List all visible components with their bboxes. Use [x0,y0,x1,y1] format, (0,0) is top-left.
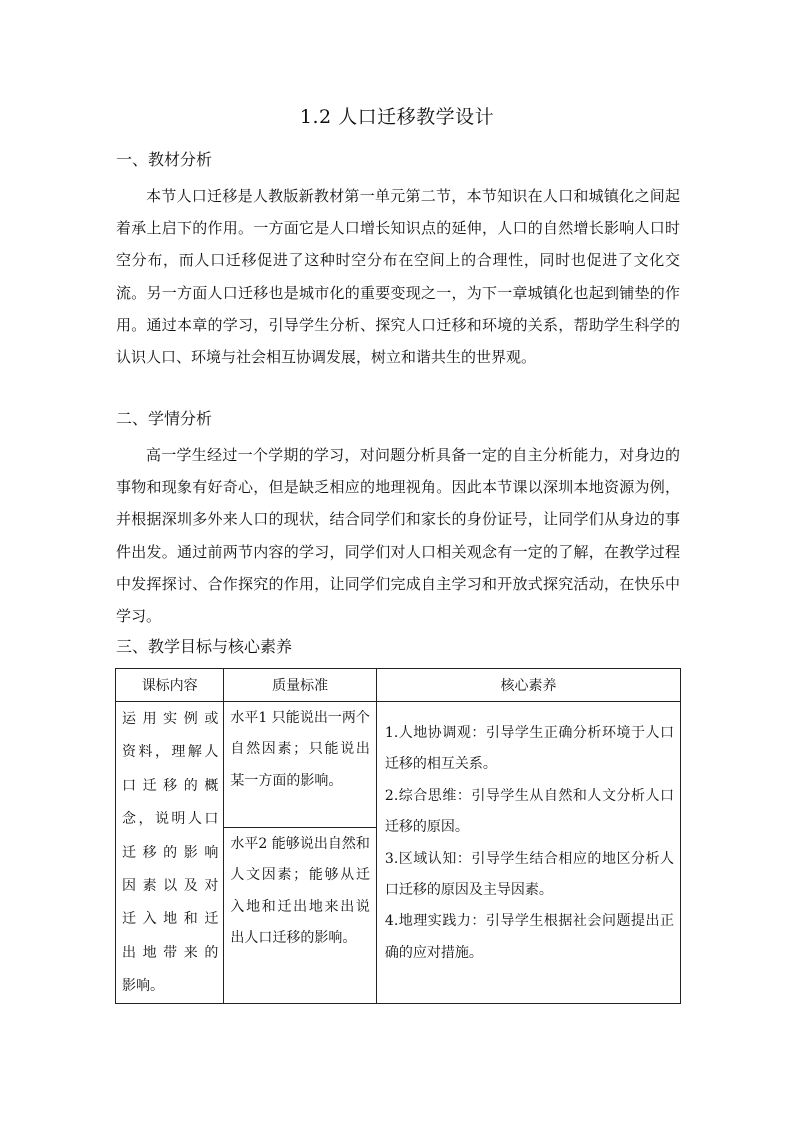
section-heading-student-analysis: 二、学情分析 [116,409,213,428]
table-row [116,702,681,828]
table-header-row [116,669,681,702]
standard-level-1-cell [224,702,377,828]
literacy-item: 2.综合思维：引导学生从自然和人文分析人口迁移的原因。 [384,787,674,836]
table-header-standard: 质量标准 [224,669,377,702]
curriculum-line: 出地带来的 [122,944,219,961]
curriculum-line: 迁入地和迁 [122,911,219,928]
student-analysis-paragraph: 高一学生经过一个学期的学习，对问题分析具备一定的自主分析能力，对身边的事物和现象有好奇心，但是缺乏相应的地理视角。因此本节课以深圳本地资源为例，并根据深圳多外来人口的现状，结合同学们和家长的身份证号，让同学们从身边的事件出发。通过前两节内容的学习，同学们对人口相关观念有一定的了解，在教学过程中发挥探讨、合作探究的作用，让同学们完成自主学习和开放式探究活动，在快乐中学习。 [116,446,680,626]
document-title: 1.2 人口迁移教学设计 [299,106,495,128]
curriculum-cell [116,702,224,1004]
curriculum-line: 运用实例或 [122,711,219,727]
curriculum-line: 影响。 [122,978,164,995]
standard-level-1-text: 水平1 只能说出一两个自然因素；只能说出某一方面的影响。 [230,710,370,789]
literacy-cell [376,702,680,1004]
standard-level-2-cell [224,828,377,1004]
textbook-analysis-paragraph: 本节人口迁移是人教版新教材第一单元第二节，本节知识在人口和城镇化之间起着承上启下的作用。一方面它是人口增长知识点的延伸，人口的自然增长影响人口时空分布，而人口迁移促进了这种时空分布在空间上的合理性，同时也促进了文化交流。另一方面人口迁移也是城市化的重要变现之一，为下一章城镇化也起到铺垫的作用。通过本章的学习，引导学生分析、探究人口迁移和环境的关系，帮助学生科学的认识人口、环境与社会相互协调发展，树立和谐共生的世界观。 [116,187,680,367]
curriculum-line: 口迁移的概 [122,777,219,794]
table-header-curriculum: 课标内容 [116,669,224,702]
curriculum-line: 因素以及对 [122,878,219,895]
literacy-item: 3.区域认知：引导学生结合相应的地区分析人口迁移的原因及主导因素。 [384,850,674,899]
curriculum-line: 资料，理解人 [122,744,219,761]
curriculum-line: 迁移的影响 [122,844,219,861]
literacy-item: 1.人地协调观：引导学生正确分析环境于人口迁移的相互关系。 [384,725,674,773]
standard-level-2-text: 水平2 能够说出自然和人文因素；能够从迁入地和迁出地来出说出人口迁移的影响。 [230,836,370,947]
literacy-item: 4.地理实践力：引导学生根据社会问题提出正确的应对措施。 [384,913,674,961]
section-heading-goals: 三、教学目标与核心素养 [116,637,293,656]
literacy-list [377,702,680,969]
curriculum-line: 念，说明人口 [122,811,219,828]
table-header-literacy: 核心素养 [376,669,680,702]
section-heading-textbook-analysis: 一、教材分析 [116,150,213,169]
goals-table [115,668,681,1004]
